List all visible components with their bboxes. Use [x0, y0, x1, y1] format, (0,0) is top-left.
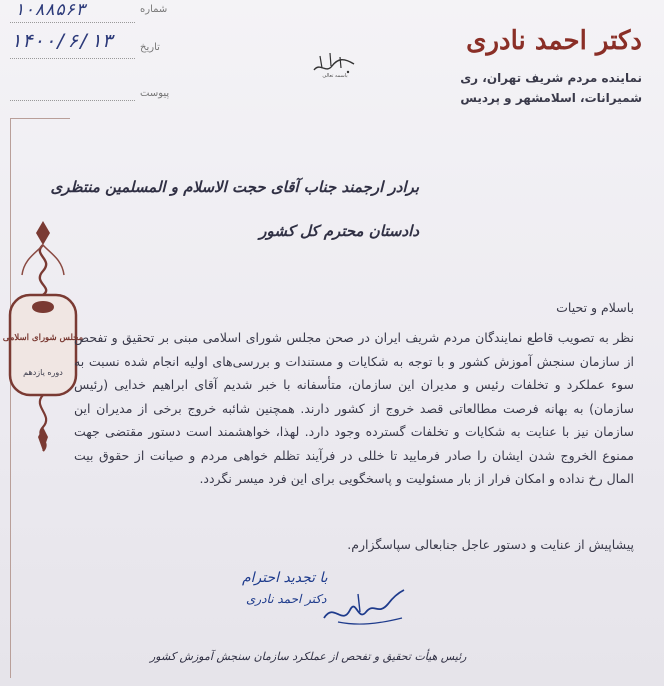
signature-role: رئیس هیأت تحقیق و تفحص از عملکرد سازمان سنجش آموزش کشور: [150, 650, 467, 663]
closing: پیشاپیش از عنایت و دستور عاجل جنابعالی سپاسگزارم.: [347, 537, 634, 552]
mp-title: [422, 68, 642, 108]
mp-title-line2: شمیرانات، اسلامشهر و پردیس: [460, 91, 642, 105]
attachment-line: [10, 100, 135, 101]
number-line: [10, 22, 135, 23]
letter-body: نظر به تصویب قاطع نمایندگان مردم شریف ایران در صحن مجلس شورای اسلامی مبنی بر تحقیق و تفحص از سازمان سنجش آموزش کشور و با توجه به شکایات و مستندات و بررسی‌های اولیه انجام شده نسبت به سوء عملکرد و تخلفات رئیس و مدیران این سازمان، متأسفانه با خبر شدیم آقای ابراهیم خدایی (رئیس سازمان) به بهانه فرصت مطالعاتی قصد خروج از کشور دارند. همچنین شائبه خروج برخی از مدیران این سازمان نیز با عنایت به شکایات و تخلفات گسترده وجود دارد. لهذا، خواهشمند است دستور مقتضی جهت ممنوع الخروج شدن ایشان را صادر فرمایید تا خللی در فرآیند تظلم خواهی مردم و صیانت از حقوق بیت المال رخ نداده و امکان فرار از بار مسئولیت و پاسخگویی برای این فرد میسر نگردد.: [74, 330, 634, 486]
parliament-emblem: [2, 215, 84, 455]
margin-rule-top: [10, 118, 70, 119]
date-line: [10, 58, 135, 59]
addressee: برادر ارجمند جناب آقای حجت الاسلام و المسلمین منتظری: [50, 178, 419, 196]
signature-name: دکتر احمد نادری: [246, 592, 327, 606]
mp-name: دکتر احمد نادری: [466, 26, 642, 56]
addressee-title: دادستان محترم کل کشور: [259, 222, 419, 240]
handwritten-signature: [318, 582, 408, 630]
basmala-calligraphy: [310, 48, 360, 78]
date-label: تاریخ: [140, 42, 160, 53]
signature-regards: با تجدید احترام: [242, 570, 328, 586]
salutation: باسلام و تحیات: [556, 300, 634, 315]
mp-title-line1: نماینده مردم شریف تهران، ری: [460, 71, 642, 85]
number-label: شماره: [140, 4, 168, 15]
emblem-term: دوره یازدهم: [23, 368, 63, 377]
basmala-text: باسمه تعالی: [322, 73, 348, 78]
date-value: ۱۴۰۰/۶/۱۳: [10, 30, 113, 52]
number-value: ۱۰۸۸۵۶۳: [14, 0, 86, 20]
attachment-label: پیوست: [140, 88, 170, 99]
emblem-text: مجلس شورای اسلامی: [2, 333, 84, 343]
